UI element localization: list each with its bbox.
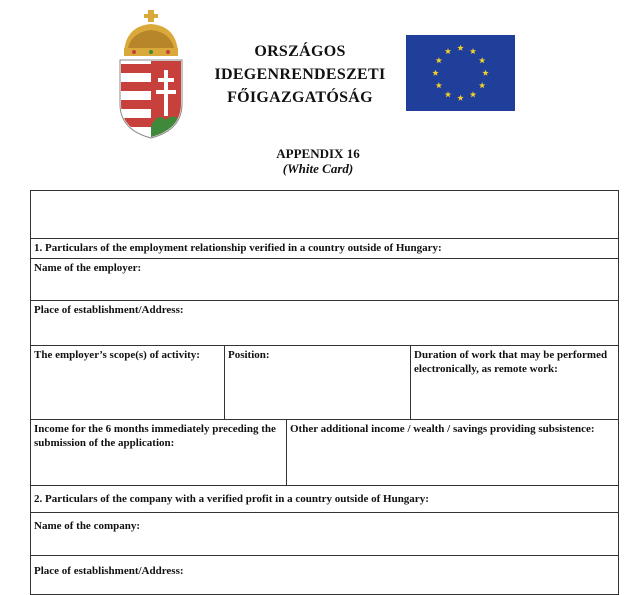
position-label: Position: bbox=[228, 349, 270, 361]
eu-flag-icon bbox=[406, 35, 515, 111]
company-name-field[interactable] bbox=[30, 512, 619, 556]
other-income-label: Other additional income / wealth / savings providing subsistence: bbox=[290, 423, 595, 435]
agency-line-2: IDEGENRENDESZETI bbox=[214, 66, 386, 83]
company-name-label: Name of the company: bbox=[34, 520, 141, 532]
remote-work-duration-label: Duration of work that may be performed electronically, as remote work: bbox=[414, 349, 608, 375]
employer-scope-label: The employer’s scope(s) of activity: bbox=[34, 349, 200, 361]
employer-scope-field[interactable] bbox=[30, 345, 225, 420]
agency-line-3: FŐIGAZGATÓSÁG bbox=[227, 89, 373, 106]
section-2-heading bbox=[30, 485, 619, 513]
document-header bbox=[0, 0, 640, 190]
income-field[interactable] bbox=[30, 419, 287, 486]
appendix-title: APPENDIX 16 bbox=[276, 146, 360, 161]
company-address-field[interactable] bbox=[30, 555, 619, 595]
other-income-field[interactable] bbox=[286, 419, 619, 486]
section-1-heading-text: 1. Particulars of the employment relationship verified in a country outside of Hungary: bbox=[34, 242, 442, 254]
employer-name-label: Name of the employer: bbox=[34, 262, 142, 274]
hungarian-coat-of-arms-icon bbox=[118, 8, 184, 140]
agency-line-1: ORSZÁGOS bbox=[254, 43, 346, 60]
section-2-heading-text: 2. Particulars of the company with a verified profit in a country outside of Hungary: bbox=[34, 493, 429, 505]
agency-name bbox=[205, 40, 395, 109]
section-1-heading bbox=[30, 238, 619, 259]
employer-address-label: Place of establishment/Address: bbox=[34, 304, 184, 316]
income-label: Income for the 6 months immediately preceding the submission of the application: bbox=[34, 423, 276, 449]
blank-top-field[interactable] bbox=[30, 190, 619, 239]
appendix-subtitle: (White Card) bbox=[282, 161, 354, 176]
employer-address-field[interactable] bbox=[30, 300, 619, 346]
company-address-label: Place of establishment/Address: bbox=[34, 565, 184, 577]
appendix-heading bbox=[218, 146, 418, 176]
position-field[interactable] bbox=[224, 345, 411, 420]
remote-work-duration-field[interactable] bbox=[410, 345, 619, 420]
employer-name-field[interactable] bbox=[30, 258, 619, 301]
